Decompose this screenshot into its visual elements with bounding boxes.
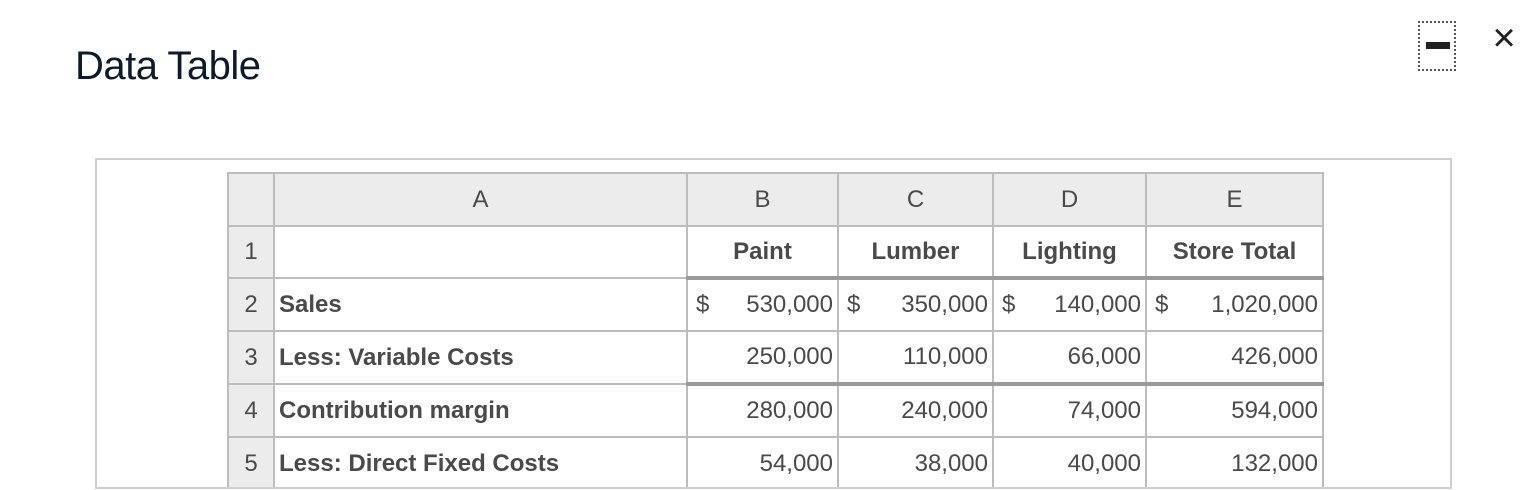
- row-number: 4: [228, 384, 274, 437]
- table-row: [228, 278, 1323, 331]
- value-cell: $ 530,000: [687, 278, 838, 331]
- row-number: 5: [228, 437, 274, 489]
- value-cell: 594,000: [1146, 384, 1323, 437]
- minimize-button[interactable]: [1418, 21, 1456, 71]
- row-number: 2: [228, 278, 274, 331]
- value-cell: 110,000: [838, 331, 993, 384]
- currency-symbol: $: [847, 291, 861, 318]
- column-header-d: D: [993, 173, 1146, 226]
- value-cell: $ 140,000: [993, 278, 1146, 331]
- corner-cell: [228, 173, 274, 226]
- row-number: 1: [228, 226, 274, 278]
- cell-a1: [274, 226, 687, 278]
- table-row: [228, 384, 1323, 437]
- value-cell: 54,000: [687, 437, 838, 489]
- row-label: Contribution margin: [274, 384, 687, 437]
- table-row: [228, 437, 1323, 489]
- row-label: Sales: [274, 278, 687, 331]
- header-lumber: Lumber: [838, 226, 993, 278]
- value-cell: 250,000: [687, 331, 838, 384]
- column-header-c: C: [838, 173, 993, 226]
- row-label: Less: Direct Fixed Costs: [274, 437, 687, 489]
- data-table-frame: [95, 158, 1452, 489]
- row-number: 3: [228, 331, 274, 384]
- header-store-total: Store Total: [1146, 226, 1323, 278]
- column-header-a: A: [274, 173, 687, 226]
- table-row: [228, 331, 1323, 384]
- value-cell: 74,000: [993, 384, 1146, 437]
- currency-symbol: $: [1002, 291, 1016, 318]
- column-header-e: E: [1146, 173, 1323, 226]
- value-cell: 132,000: [1146, 437, 1323, 489]
- column-header-b: B: [687, 173, 838, 226]
- value-cell: $ 1,020,000: [1146, 278, 1323, 331]
- value-cell: 40,000: [993, 437, 1146, 489]
- row-label: Less: Variable Costs: [274, 331, 687, 384]
- header-paint: Paint: [687, 226, 838, 278]
- close-button[interactable]: [1484, 16, 1524, 60]
- value-cell: $ 350,000: [838, 278, 993, 331]
- value-cell: 66,000: [993, 331, 1146, 384]
- table-row: [228, 226, 1323, 278]
- column-header-row: [228, 173, 1323, 226]
- currency-symbol: $: [1155, 291, 1169, 318]
- currency-symbol: $: [696, 291, 710, 318]
- value-cell: 426,000: [1146, 331, 1323, 384]
- value-cell: 280,000: [687, 384, 838, 437]
- close-icon: ×: [1492, 16, 1516, 60]
- value-cell: 240,000: [838, 384, 993, 437]
- header-lighting: Lighting: [993, 226, 1146, 278]
- data-table: [227, 172, 1324, 489]
- value-cell: 38,000: [838, 437, 993, 489]
- minimize-icon: [1426, 42, 1450, 49]
- dialog-title: Data Table: [75, 44, 261, 88]
